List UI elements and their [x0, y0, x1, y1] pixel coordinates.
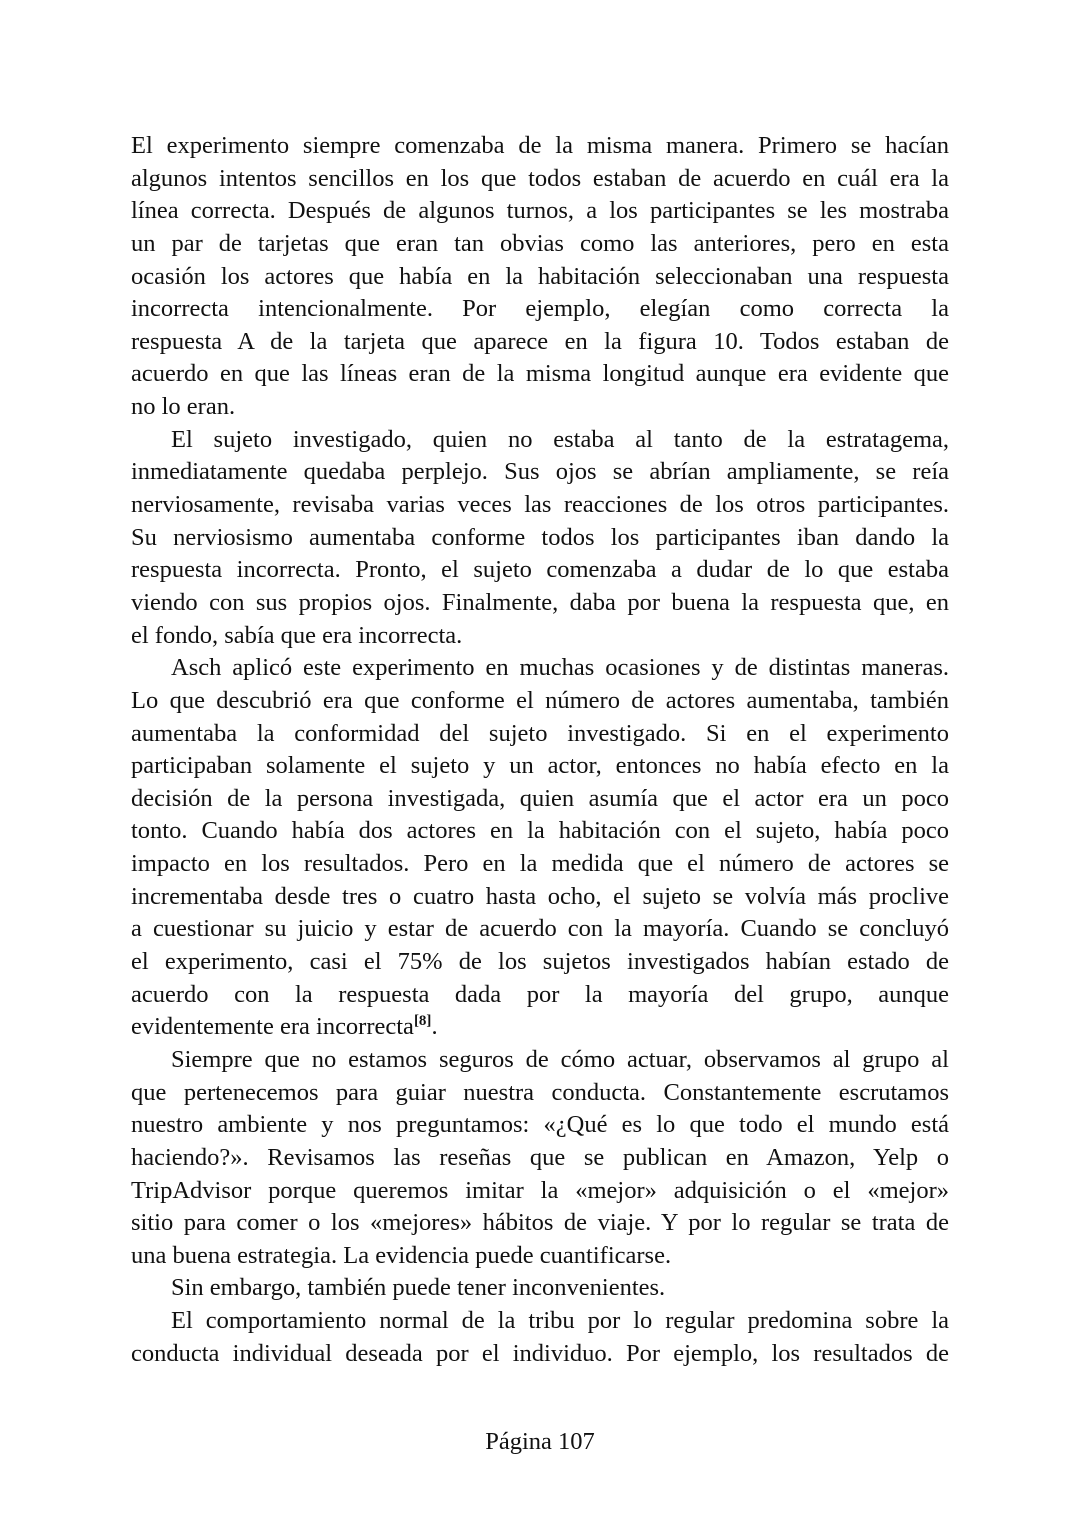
text-line: Asch aplicó este experimento en muchas ocasiones y de distintas maneras. — [171, 654, 949, 682]
text-line: conducta individual deseada por el individuo. Por ejemplo, los resultados de — [131, 1339, 949, 1367]
paragraph — [131, 424, 949, 652]
text-line: un par de tarjetas que eran tan obvias como las anteriores, pero en esta — [131, 229, 949, 257]
text-line: sitio para comer o los «mejores» hábitos de viaje. Y por lo regular se trata de — [131, 1209, 949, 1237]
paragraph — [131, 1044, 949, 1272]
text-line: Lo que descubrió era que conforme el número de actores aumentaba, también — [131, 686, 949, 714]
page-number: Página 107 — [485, 1428, 595, 1455]
text-line — [131, 1011, 949, 1044]
text-line: a cuestionar su juicio y estar de acuerdo con la mayoría. Cuando se concluyó — [131, 915, 949, 943]
text-line: Siempre que no estamos seguros de cómo actuar, observamos al grupo al — [171, 1045, 949, 1073]
text-line: que pertenecemos para guiar nuestra conducta. Constantemente escrutamos — [131, 1078, 949, 1106]
text-line: el fondo, sabía que era incorrecta. — [131, 621, 463, 649]
text-line: el experimento, casi el 75% de los sujetos investigados habían estado de — [131, 948, 949, 976]
text-line-content: evidentemente era incorrecta — [131, 1013, 414, 1041]
text-line: El comportamiento normal de la tribu por lo regular predomina sobre la — [171, 1307, 949, 1335]
text-line: nerviosamente, revisaba varias veces las reacciones de los otros participantes. — [131, 491, 949, 519]
text-line: inmediatamente quedaba perplejo. Sus ojos se abrían ampliamente, se reía — [131, 458, 949, 486]
text-line: respuesta incorrecta. Pronto, el sujeto comenzaba a dudar de lo que estaba — [131, 556, 949, 584]
text-line: línea correcta. Después de algunos turnos, a los participantes se les mostraba — [131, 197, 949, 225]
text-line: algunos intentos sencillos en los que todos estaban de acuerdo en cuál era la — [131, 164, 949, 192]
paragraph — [131, 1272, 949, 1305]
text-line: acuerdo en que las líneas eran de la misma longitud aunque era evidente que — [131, 360, 949, 388]
page-body — [131, 130, 949, 1370]
text-line: incrementaba desde tres o cuatro hasta ocho, el sujeto se volvía más proclive — [131, 882, 949, 910]
footnote-reference[interactable]: [8] — [413, 1013, 432, 1030]
text-line: tonto. Cuando había dos actores en la habitación con el sujeto, había poco — [131, 817, 949, 845]
text-line: Sin embargo, también puede tener inconvenientes. — [171, 1274, 666, 1302]
text-line: viendo con sus propios ojos. Finalmente, daba por buena la respuesta que, en — [131, 588, 949, 616]
text-line: incorrecta intencionalmente. Por ejemplo, elegían como correcta la — [131, 295, 949, 323]
text-line: participaban solamente el sujeto y un actor, entonces no había efecto en la — [131, 752, 949, 780]
text-line: ocasión los actores que había en la habitación seleccionaban una respuesta — [131, 262, 949, 290]
text-line: Su nerviosismo aumentaba conforme todos los participantes iban dando la — [131, 523, 949, 551]
text-line: impacto en los resultados. Pero en la medida que el número de actores se — [131, 850, 949, 878]
text-line: decisión de la persona investigada, quien asumía que el actor era un poco — [131, 784, 949, 812]
text-line: acuerdo con la respuesta dada por la mayoría del grupo, aunque — [131, 980, 949, 1008]
text-line: El sujeto investigado, quien no estaba al tanto de la estratagema, — [171, 425, 949, 453]
text-line: haciendo?». Revisamos las reseñas que se publican en Amazon, Yelp o — [131, 1143, 949, 1171]
text-line: aumentaba la conformidad del sujeto investigado. Si en el experimento — [131, 719, 949, 747]
text-line: no lo eran. — [131, 393, 236, 421]
footnote-tail: . — [431, 1013, 438, 1041]
text-line: El experimento siempre comenzaba de la misma manera. Primero se hacían — [131, 132, 949, 159]
paragraph — [131, 1305, 949, 1370]
text-line: una buena estrategia. La evidencia puede cuantificarse. — [131, 1241, 672, 1269]
text-line: respuesta A de la tarjeta que aparece en la figura 10. Todos estaban de — [131, 327, 949, 355]
text-line: nuestro ambiente y nos preguntamos: «¿Qué es lo que todo el mundo está — [131, 1111, 949, 1139]
text-line: TripAdvisor porque queremos imitar la «mejor» adquisición o el «mejor» — [131, 1176, 949, 1204]
paragraph — [131, 652, 949, 1044]
paragraph — [131, 130, 949, 424]
